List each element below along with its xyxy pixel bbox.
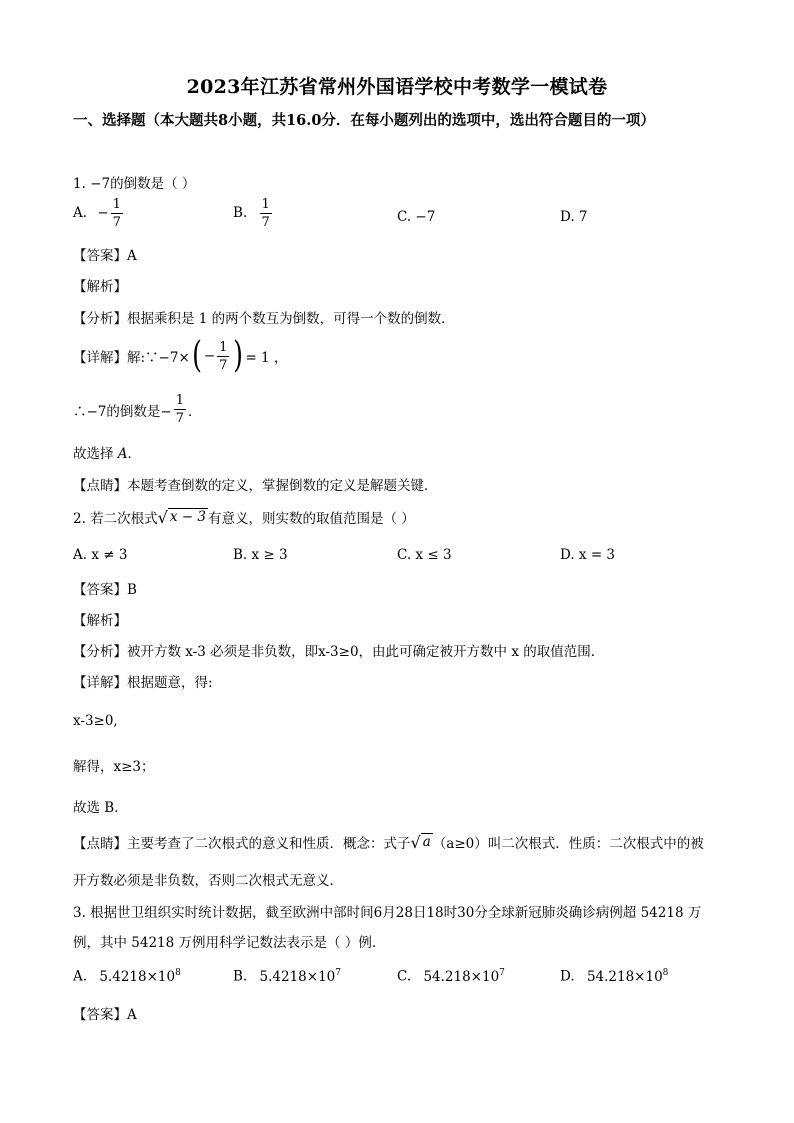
q1-option-d: D. 7 [560, 209, 588, 225]
q2-tip-sqrt: √ a [410, 832, 431, 852]
q1-option-b-fraction: $\frac{1}{7}$ [261, 197, 270, 230]
q2-sqrt: √ x − 3 [157, 507, 206, 527]
q1-option-a: A. − $\frac{1}{7}$ [73, 197, 121, 230]
q1-choose: 故选择 A． [73, 446, 142, 462]
q3-stem-line1: 3. 根据世卫组织实时统计数据，截至欧洲中部时间6月28日18时30分全球新冠肺炎确诊病例超 54218 万 [73, 905, 702, 921]
q1-answer: 【答案】A [73, 248, 137, 264]
q2-step2: 解得，x≥3； [73, 759, 155, 775]
q1-therefore: ∴−7的倒数是− $\frac{1}{7}$ ． [73, 393, 202, 426]
q3-option-a: A. $5.4218\times 10^8$ [73, 968, 181, 985]
q2-option-c: C. x ≤ 3 [397, 547, 452, 563]
q1-therefore-fraction: $\frac{1}{7}$ [175, 393, 184, 426]
q1-detail: 【详解】解:∵−7× ( − $\frac{1}{7}$ ) = 1 ， [73, 335, 288, 376]
q2-stem: 2. 若二次根式 √ x − 3 有意义，则实数的取值范围是（ ） [73, 507, 415, 527]
q2-detail: 【详解】根据题意，得: [73, 675, 213, 691]
q2-tip-line1: 【点睛】主要考查了二次根式的意义和性质．概念：式子 √ a （a≥0）叫二次根式．性质：二次根式中的被 [73, 832, 704, 852]
q3-stem-line2: 例，其中 54218 万例用科学记数法表示是（ ）例. [73, 935, 377, 951]
q3-option-d: D. $54.218\times 10^8$ [560, 968, 669, 985]
paper-title: 2023年江苏省常州外国语学校中考数学一模试卷 [186, 76, 608, 98]
q2-step1: x-3≥0, [73, 713, 118, 729]
q1-analysis: 【分析】根据乘积是 1 的两个数互为倒数，可得一个数的倒数． [73, 311, 455, 327]
q2-analysis: 【分析】被开方数 x-3 必须是非负数，即x-3≥0，由此可确定被开方数中 x 的取值范围. [73, 644, 596, 660]
section-header: 一、选择题（本大题共8小题，共16.0分．在每小题列出的选项中，选出符合题目的一项） [73, 112, 655, 129]
q1-jiexi: 【解析】 [73, 279, 127, 295]
q1-stem: 1. −7的倒数是（ ） [73, 176, 196, 192]
q1-option-c: C. −7 [397, 209, 436, 225]
q3-option-b: B. $5.4218\times 10^7$ [233, 968, 341, 985]
q2-option-d: D. x = 3 [560, 547, 616, 563]
q2-choose: 故选 B． [73, 800, 128, 816]
q1-tip: 【点睛】本题考查倒数的定义，掌握倒数的定义是解题关键． [73, 478, 438, 494]
q2-option-b: B. x ≥ 3 [233, 547, 288, 563]
q3-answer: 【答案】A [73, 1007, 137, 1023]
q1-option-a-fraction: $\frac{1}{7}$ [112, 197, 121, 230]
q2-answer: 【答案】B [73, 582, 137, 598]
q2-option-a: A. x ≠ 3 [73, 547, 128, 563]
q1-detail-fraction: $\frac{1}{7}$ [219, 339, 228, 373]
q3-option-c: C. $54.218\times 10^7$ [397, 968, 505, 985]
q1-option-b: B. $\frac{1}{7}$ [233, 197, 270, 230]
q2-jiexi: 【解析】 [73, 613, 127, 629]
q2-tip-line2: 开方数必须是非负数，否则二次根式无意义． [73, 873, 343, 889]
